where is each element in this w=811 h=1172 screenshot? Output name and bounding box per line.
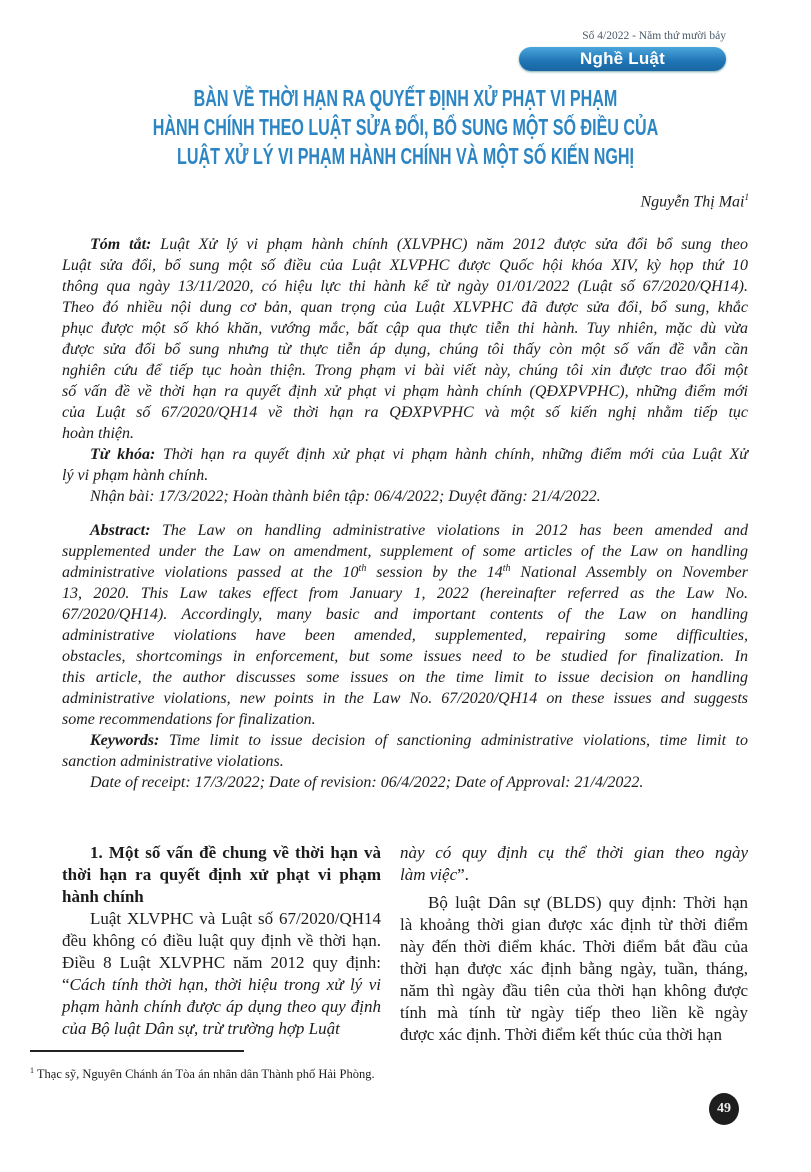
body-column-left — [62, 842, 381, 1040]
issue-info: Số 4/2022 - Năm thứ mười bảy — [582, 30, 726, 42]
author-footnote-mark: 1 — [744, 192, 749, 202]
paragraph — [62, 234, 748, 444]
text-run: phục được một số khó khăn, vướng mắc, bất cập qua thực tiễn thi hành. Tuy nhiên, mặc dù vừa — [62, 320, 748, 337]
text-run: Theo đó nhiều nội dung cơ bản, quan trọng của Luật XLVPHC đã được sửa đổi, bổ sung, khắc — [62, 299, 748, 316]
section-banner — [519, 47, 726, 71]
bold-label: Từ khóa: — [90, 446, 156, 463]
paragraph — [400, 892, 748, 1046]
article-title — [40, 84, 771, 171]
text-line — [62, 381, 748, 402]
text-run: supplemented under the Law on amendment, supplement of some articles of the Law on handling — [62, 543, 748, 560]
text-line — [400, 842, 748, 864]
text-run: Thời hạn ra quyết định xử phạt vi phạm hành chính, những điểm mới của Luật Xử — [155, 446, 748, 463]
italic-quote: Cách tính thời hạn, thời hiệu trong xử lý vi — [69, 975, 381, 994]
bold-label: Tóm tắt: — [90, 236, 152, 253]
text-run: 13, 2020. This Law takes effect from January 1, 2022 (hereinafter referred as the Law No. — [62, 585, 748, 602]
text-line — [62, 562, 748, 583]
text-line — [400, 980, 748, 1002]
text-run: thời hạn được xác định bằng ngày, tuần, tháng, — [400, 959, 748, 978]
text-line — [62, 297, 748, 318]
text-line — [62, 886, 381, 908]
text-run: Luật XLVPHC và Luật số 67/2020/QH14 — [90, 909, 381, 928]
title-line: BÀN VỀ THỜI HẠN RA QUYẾT ĐỊNH XỬ PHẠT VI PHẠM — [193, 85, 618, 111]
text-run: ”. — [457, 865, 469, 884]
superscript: th — [502, 563, 511, 574]
body-column-right — [400, 842, 748, 1046]
section-banner-label: Nghề Luật — [580, 49, 665, 68]
text-line — [62, 520, 748, 541]
text-line — [62, 772, 748, 793]
text-line — [62, 402, 748, 423]
paragraph — [62, 444, 748, 486]
text-line — [400, 1024, 748, 1046]
italic-quote: này có quy định cụ thể thời gian theo ngày — [400, 843, 748, 862]
text-run: là khoảng thời gian được xác định từ thời điểm — [400, 915, 748, 934]
text-run: Luật Xử lý vi phạm hành chính (XLVPHC) năm 2012 được sửa đổi bổ sung theo — [151, 236, 749, 253]
text-line — [62, 234, 748, 255]
text-line — [400, 892, 748, 914]
text-line — [62, 730, 748, 751]
text-run: nghiên cứu để tiếp tục hoàn thiện. Trong phạm vi bài viết này, chúng tôi xin được trao đổi một — [62, 362, 748, 379]
english-abstract — [62, 520, 748, 793]
bold-label: Keywords: — [90, 732, 160, 749]
text-run: administrative violations passed at the 10 — [62, 564, 359, 581]
text-run: The Law on handling administrative violations in 2012 has been amended and — [150, 522, 748, 539]
text-line — [62, 930, 381, 952]
italic-quote: làm việc — [400, 865, 458, 884]
text-line — [62, 444, 748, 465]
paragraph — [62, 842, 381, 908]
footnote-divider — [30, 1050, 244, 1052]
text-line — [62, 996, 381, 1018]
text-run: administrative violations have been amended, supplemented, repairing some difficulties, — [62, 627, 748, 644]
text-line — [62, 360, 748, 381]
paragraph — [400, 842, 748, 886]
text-line — [62, 842, 381, 864]
text-line — [62, 952, 381, 974]
text-run: này đến thời điểm khác. Thời điểm bắt đầu của — [400, 937, 748, 956]
text-run: năm thì ngày đầu tiên của thời hạn không được — [400, 981, 748, 1000]
text-line — [400, 864, 748, 886]
text-run: được sửa đổi bổ sung nhưng từ thực tiễn áp dụng, chúng tôi thấy còn một số vấn đề vẫn cần — [62, 341, 748, 358]
text-line — [62, 583, 748, 604]
author — [641, 192, 750, 211]
text-run: “ — [62, 975, 70, 994]
paragraph — [62, 730, 748, 772]
bold-label: 1. Một số vấn đề chung về thời hạn và — [90, 843, 381, 862]
title-line: LUẬT XỬ LÝ VI PHẠM HÀNH CHÍNH VÀ MỘT SỐ KIẾN NGHỊ — [176, 143, 635, 169]
text-run: Luật sửa đổi, bổ sung một số điều của Luật XLVPHC được Quốc hội khóa XIV, kỳ họp thứ 10 — [62, 257, 748, 274]
paragraph — [62, 772, 748, 793]
italic-quote: của Bộ luật Dân sự, trừ trường hợp Luật — [62, 1019, 340, 1038]
text-run: thông qua ngày 13/11/2020, có hiệu lực thi hành kể từ ngày 01/01/2022 (Luật số 67/2020/QH14). — [62, 278, 748, 295]
text-run: được xác định. Thời điểm kết thúc của thời hạn — [400, 1025, 722, 1044]
text-line — [62, 709, 748, 730]
vietnamese-abstract — [62, 234, 748, 507]
bold-label: Abstract: — [90, 522, 151, 539]
text-run: some recommendations for finalization. — [62, 711, 316, 728]
text-run: National Assembly on November — [510, 564, 749, 581]
text-line — [62, 751, 748, 772]
footnote-text: Thạc sỹ, Nguyên Chánh án Tòa án nhân dân Thành phố Hải Phòng. — [34, 1067, 375, 1082]
text-run: Nhận bài: 17/3/2022; Hoàn thành biên tập: 06/4/2022; Duyệt đăng: 21/4/2022. — [90, 488, 601, 505]
text-run: số vấn đề về thời hạn ra quyết định xử phạt vi phạm hành chính (QĐXPVPHC), những điểm mới — [62, 383, 748, 400]
text-line — [62, 864, 381, 886]
bold-label: hành chính — [62, 887, 144, 906]
text-run: Điều 8 Luật XLVPHC năm 2012 quy định: — [62, 953, 381, 972]
page-number: 49 — [709, 1093, 739, 1125]
superscript: th — [358, 563, 367, 574]
text-line — [62, 604, 748, 625]
italic-quote: phạm hành chính được áp dụng theo quy định — [62, 997, 381, 1016]
text-run: this article, the author discusses some issues on the time limit to issue decision on handling — [62, 669, 748, 686]
text-line — [62, 465, 748, 486]
text-line — [400, 958, 748, 980]
text-line — [400, 1002, 748, 1024]
text-line — [62, 318, 748, 339]
bold-label: thời hạn ra quyết định xử phạt vi phạm — [62, 865, 381, 884]
text-run: 67/2020/QH14). Accordingly, many basic and important contents of the Law on handling — [62, 606, 748, 623]
text-run: đều không có điều luật quy định về thời hạn. — [62, 931, 381, 950]
author-name: Nguyễn Thị Mai — [640, 193, 745, 211]
text-line — [62, 339, 748, 360]
text-run: của Luật số 67/2020/QH14 về thời hạn ra QĐXPVPHC và một số kiến nghị nhằm tiếp tục — [62, 404, 748, 421]
text-run: session by the 14 — [366, 564, 503, 581]
text-run: sanction administrative violations. — [62, 753, 284, 770]
text-line — [62, 276, 748, 297]
text-line — [400, 914, 748, 936]
text-run: tính mà tính từ ngày tiếp theo liền kề ngày — [400, 1003, 748, 1022]
text-line — [62, 667, 748, 688]
text-run: Time limit to issue decision of sanctioning administrative violations, time limit to — [159, 732, 748, 749]
text-run: Date of receipt: 17/3/2022; Date of revision: 06/4/2022; Date of Approval: 21/4/2022. — [90, 774, 644, 791]
text-run: lý vi phạm hành chính. — [62, 467, 209, 484]
paragraph — [62, 486, 748, 507]
text-line — [62, 646, 748, 667]
text-run: hoàn thiện. — [62, 425, 134, 442]
text-line — [62, 974, 381, 996]
text-line — [62, 486, 748, 507]
text-line — [62, 625, 748, 646]
paragraph — [62, 908, 381, 1040]
text-run: administrative violations, new points in the Law No. 67/2020/QH14 on these issues and suggests — [62, 690, 748, 707]
footnote — [30, 1066, 375, 1082]
footnote-mark: 1 — [30, 1066, 34, 1075]
text-run: Bộ luật Dân sự (BLDS) quy định: Thời hạn — [428, 893, 748, 912]
text-line — [62, 1018, 381, 1040]
text-line — [62, 688, 748, 709]
text-run: obstacles, shortcomings in enforcement, but some issues need to be studied for finalization. In — [62, 648, 748, 665]
title-line: HÀNH CHÍNH THEO LUẬT SỬA ĐỔI, BỔ SUNG MỘT SỐ ĐIỀU CỦA — [152, 114, 659, 140]
text-line — [400, 936, 748, 958]
text-line — [62, 423, 748, 444]
text-line — [62, 541, 748, 562]
text-line — [62, 255, 748, 276]
paragraph — [62, 520, 748, 730]
text-line — [62, 908, 381, 930]
